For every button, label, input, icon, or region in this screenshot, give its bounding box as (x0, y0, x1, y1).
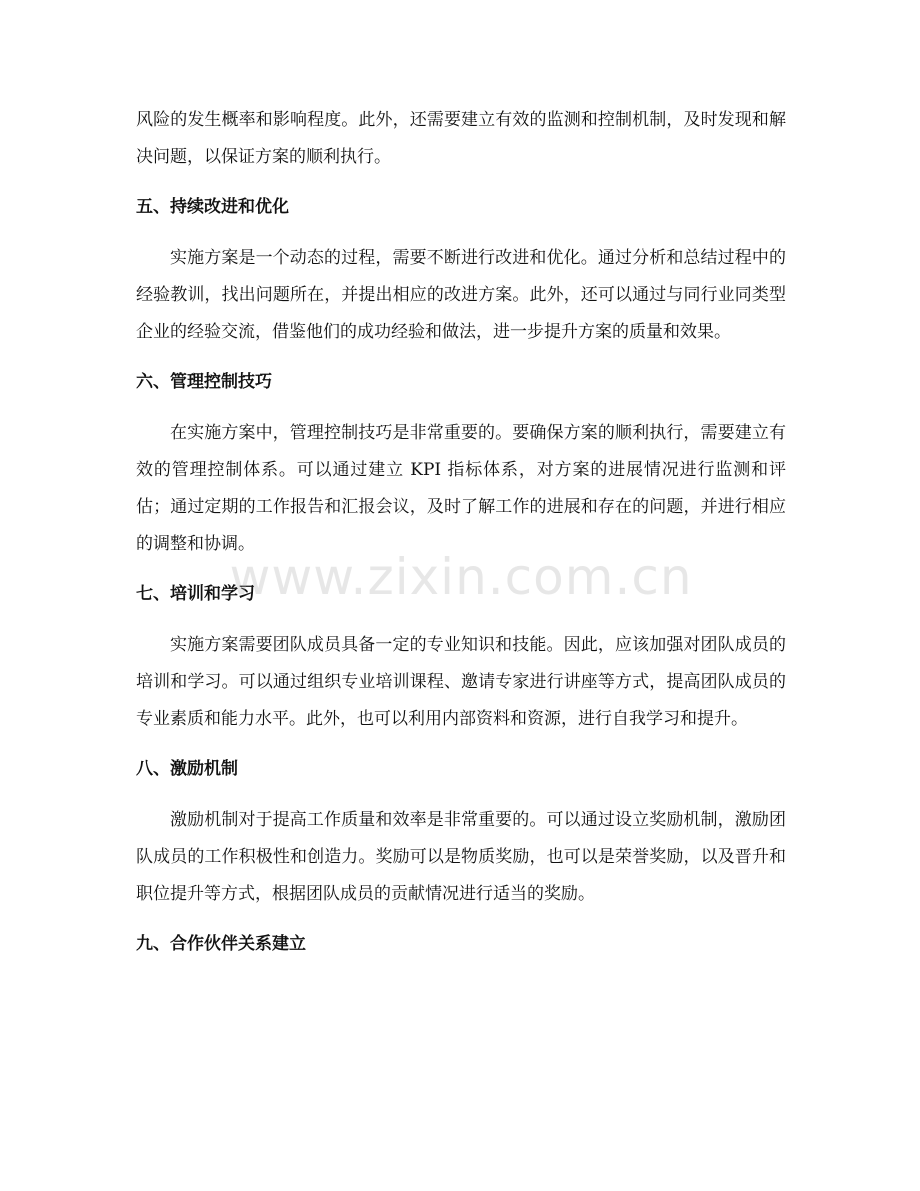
section-heading-8: 八、激励机制 (136, 759, 238, 779)
section-heading-9: 九、合作伙伴关系建立 (136, 934, 306, 954)
intro-paragraph: 风险的发生概率和影响程度。此外，还需要建立有效的监测和控制机制，及时发现和解决问题，以保证方案的顺利执行。 (136, 110, 786, 167)
section-heading-6: 六、管理控制技巧 (136, 372, 272, 392)
section-heading-7: 七、培训和学习 (136, 584, 255, 604)
section-paragraph-5: 实施方案是一个动态的过程，需要不断进行改进和优化。通过分析和总结过程中的经验教训，找出问题所在，并提出相应的改进方案。此外，还可以通过与同行业同类型企业的经验交流，借鉴他们的成功经验和做法，进一步提升方案的质量和效果。 (136, 248, 786, 342)
section-heading-5: 五、持续改进和优化 (136, 197, 289, 217)
section-paragraph-7: 实施方案需要团队成员具备一定的专业知识和技能。因此，应该加强对团队成员的培训和学习。可以通过组织专业培训课程、邀请专家进行讲座等方式，提高团队成员的专业素质和能力水平。此外，也可以利用内部资料和资源，进行自我学习和提升。 (136, 635, 786, 729)
section-paragraph-8: 激励机制对于提高工作质量和效率是非常重要的。可以通过设立奖励机制，激励团队成员的工作积极性和创造力。奖励可以是物质奖励，也可以是荣誉奖励，以及晋升和职位提升等方式，根据团队成员的贡献情况进行适当的奖励。 (136, 810, 786, 904)
document-body (136, 102, 786, 959)
section-paragraph-6: 在实施方案中，管理控制技巧是非常重要的。要确保方案的顺利执行，需要建立有效的管理控制体系。可以通过建立 KPI 指标体系，对方案的进展情况进行监测和评估；通过定期的工作报告和汇报会议，及时了解工作的进展和存在的问题，并进行相应的调整和协调。 (136, 423, 786, 554)
watermark-text: www.zixin.com.cn (229, 548, 693, 606)
